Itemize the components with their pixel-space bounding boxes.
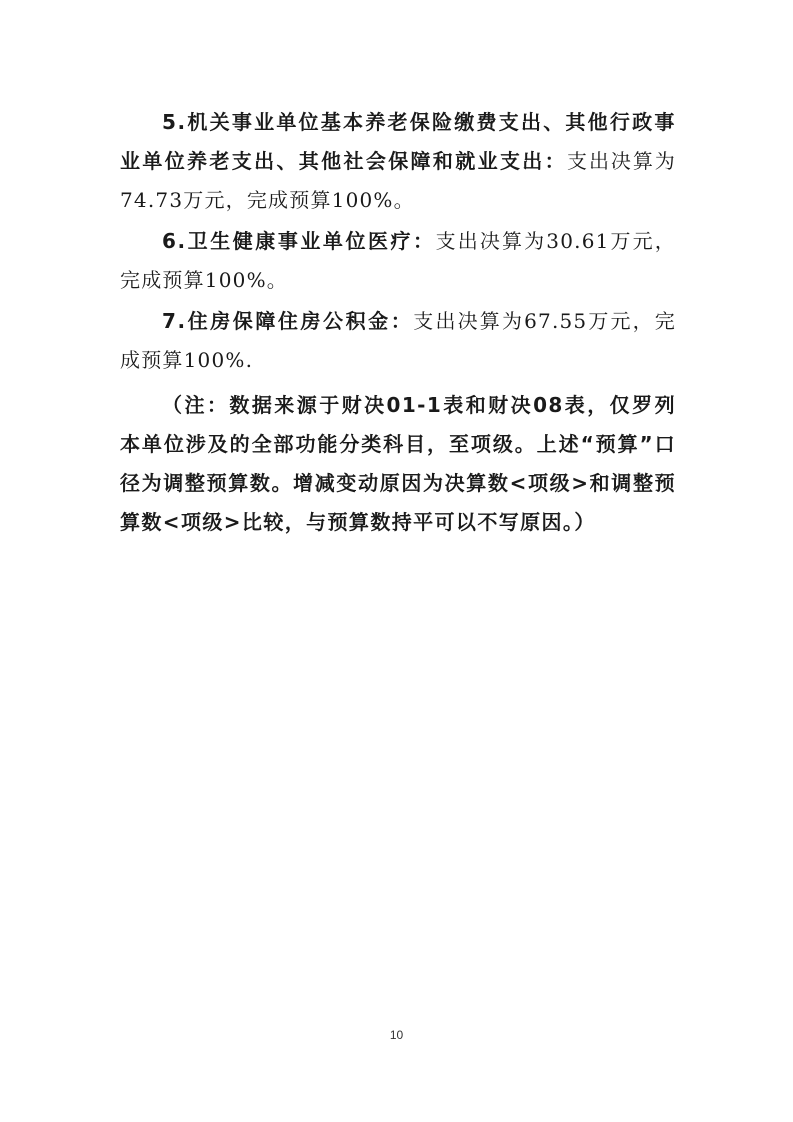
item-heading: 5.机关事业单位基本养老保险缴费支出、其他行政事业单位养老支出、其他社会保障和就业支出： [120, 110, 676, 173]
item-heading: 7.住房保障住房公积金： [162, 309, 414, 333]
expense-item-5 [120, 103, 676, 220]
item-text: 支出决算为74.73万元，完成预算100%。 [120, 149, 676, 212]
expense-item-7 [120, 302, 676, 380]
data-source-note [120, 386, 676, 542]
item-text: 支出决算为67.55万元，完成预算100%. [120, 309, 677, 372]
item-heading: 6.卫生健康事业单位医疗： [162, 229, 436, 253]
item-text: 支出决算为30.61万元，完成预算100%。 [120, 229, 676, 292]
expense-item-6 [120, 222, 676, 300]
page-content [120, 103, 676, 544]
note-text: （注：数据来源于财决01-1表和财决08表，仅罗列本单位涉及的全部功能分类科目，至项级。上述“预算”口径为调整预算数。增减变动原因为决算数<项级>和调整预算数<项级>比较，与预算数持平可以不写原因。） [120, 393, 676, 534]
page-number: 10 [389, 1028, 404, 1042]
